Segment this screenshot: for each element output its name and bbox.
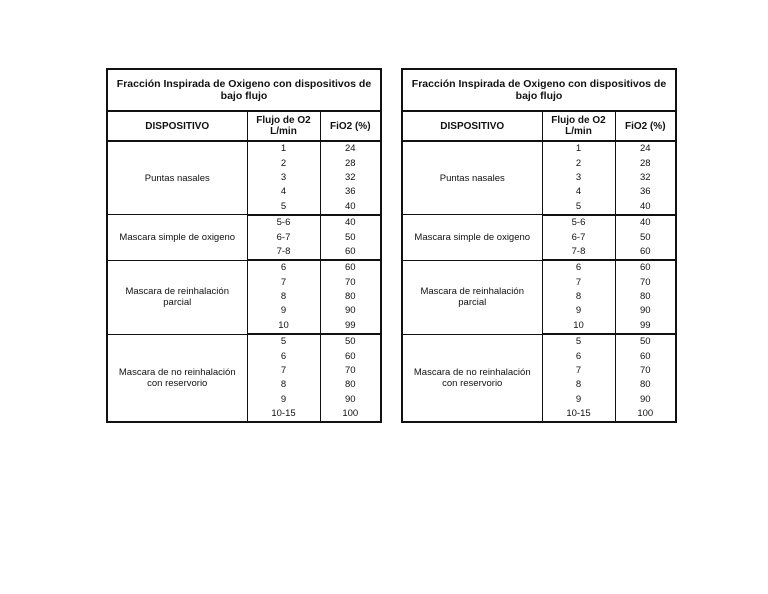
flow-value: 7-8	[247, 245, 320, 260]
flow-value: 4	[247, 185, 320, 199]
fio2-value: 80	[615, 290, 676, 304]
flow-value: 9	[542, 304, 615, 318]
fio2-value: 28	[615, 156, 676, 170]
fio2-value: 28	[320, 156, 381, 170]
flow-value: 2	[542, 156, 615, 170]
flow-value: 2	[247, 156, 320, 170]
flow-value: 10-15	[542, 407, 615, 422]
fio2-value: 70	[320, 364, 381, 378]
flow-value: 7	[542, 276, 615, 290]
device-name: Puntas nasales	[402, 141, 542, 215]
flow-value: 6-7	[247, 230, 320, 244]
flow-value: 5-6	[247, 215, 320, 230]
fio2-value: 100	[615, 407, 676, 422]
flow-value: 3	[247, 171, 320, 185]
fio2-value: 80	[320, 378, 381, 392]
table-title: Fracción Inspirada de Oxigeno con dispositivos de bajo flujo	[107, 69, 381, 111]
flow-value: 8	[542, 378, 615, 392]
flow-value: 6	[247, 260, 320, 275]
fio2-value: 100	[320, 407, 381, 422]
fio2-value: 60	[615, 245, 676, 260]
fio2-value: 70	[615, 276, 676, 290]
fio2-value: 70	[615, 364, 676, 378]
table-row	[107, 260, 381, 275]
device-name: Mascara simple de oxigeno	[402, 215, 542, 260]
fio2-value: 60	[615, 260, 676, 275]
fio2-value: 60	[320, 260, 381, 275]
fio2-value: 80	[320, 290, 381, 304]
fio2-value: 90	[320, 393, 381, 407]
fio2-value: 60	[320, 349, 381, 363]
flow-value: 5-6	[542, 215, 615, 230]
flow-value: 4	[542, 185, 615, 199]
fio2-value: 40	[615, 215, 676, 230]
flow-value: 5	[542, 334, 615, 349]
device-name: Mascara de reinhalación parcial	[107, 260, 247, 334]
flow-value: 7	[542, 364, 615, 378]
table-row	[402, 141, 676, 156]
table-title: Fracción Inspirada de Oxigeno con dispositivos de bajo flujo	[402, 69, 676, 111]
fio2-value: 90	[615, 304, 676, 318]
device-name: Mascara de no reinhalación con reservorio	[402, 334, 542, 422]
fio2-value: 80	[615, 378, 676, 392]
fio2-value: 90	[320, 304, 381, 318]
header-flow: Flujo de O2 L/min	[542, 111, 615, 141]
fio2-value: 60	[615, 349, 676, 363]
fio2-value: 32	[615, 171, 676, 185]
fio2-value: 90	[615, 393, 676, 407]
flow-value: 8	[247, 290, 320, 304]
header-fio2: FiO2 (%)	[615, 111, 676, 141]
table-row	[107, 334, 381, 349]
table-row	[107, 215, 381, 230]
flow-value: 9	[247, 393, 320, 407]
header-device: DISPOSITIVO	[107, 111, 247, 141]
flow-value: 6	[542, 260, 615, 275]
device-name: Mascara de no reinhalación con reservorio	[107, 334, 247, 422]
flow-value: 7-8	[542, 245, 615, 260]
flow-value: 1	[247, 141, 320, 156]
fio2-value: 40	[320, 200, 381, 215]
fio2-value: 36	[320, 185, 381, 199]
table-row	[107, 141, 381, 156]
flow-value: 6-7	[542, 230, 615, 244]
flow-value: 6	[247, 349, 320, 363]
fio2-value: 24	[615, 141, 676, 156]
flow-value: 9	[247, 304, 320, 318]
fio2-table-left	[106, 68, 382, 423]
flow-value: 5	[247, 200, 320, 215]
table-row	[402, 334, 676, 349]
fio2-value: 40	[615, 200, 676, 215]
fio2-value: 99	[615, 319, 676, 334]
flow-value: 10	[247, 319, 320, 334]
flow-value: 6	[542, 349, 615, 363]
fio2-value: 36	[615, 185, 676, 199]
header-device: DISPOSITIVO	[402, 111, 542, 141]
flow-value: 5	[247, 334, 320, 349]
header-fio2: FiO2 (%)	[320, 111, 381, 141]
header-flow: Flujo de O2 L/min	[247, 111, 320, 141]
table-row	[402, 260, 676, 275]
table-body	[107, 141, 381, 422]
fio2-value: 50	[320, 334, 381, 349]
flow-value: 5	[542, 200, 615, 215]
fio2-value: 70	[320, 276, 381, 290]
flow-value: 10	[542, 319, 615, 334]
fio2-value: 99	[320, 319, 381, 334]
flow-value: 8	[247, 378, 320, 392]
fio2-value: 50	[320, 230, 381, 244]
flow-value: 3	[542, 171, 615, 185]
device-name: Mascara de reinhalación parcial	[402, 260, 542, 334]
fio2-value: 50	[615, 230, 676, 244]
table-body	[402, 141, 676, 422]
flow-value: 7	[247, 276, 320, 290]
fio2-value: 40	[320, 215, 381, 230]
table-row	[402, 215, 676, 230]
flow-value: 8	[542, 290, 615, 304]
flow-value: 1	[542, 141, 615, 156]
fio2-table-right	[401, 68, 677, 423]
fio2-value: 32	[320, 171, 381, 185]
flow-value: 10-15	[247, 407, 320, 422]
device-name: Puntas nasales	[107, 141, 247, 215]
fio2-value: 24	[320, 141, 381, 156]
fio2-value: 50	[615, 334, 676, 349]
fio2-value: 60	[320, 245, 381, 260]
device-name: Mascara simple de oxigeno	[107, 215, 247, 260]
flow-value: 9	[542, 393, 615, 407]
flow-value: 7	[247, 364, 320, 378]
